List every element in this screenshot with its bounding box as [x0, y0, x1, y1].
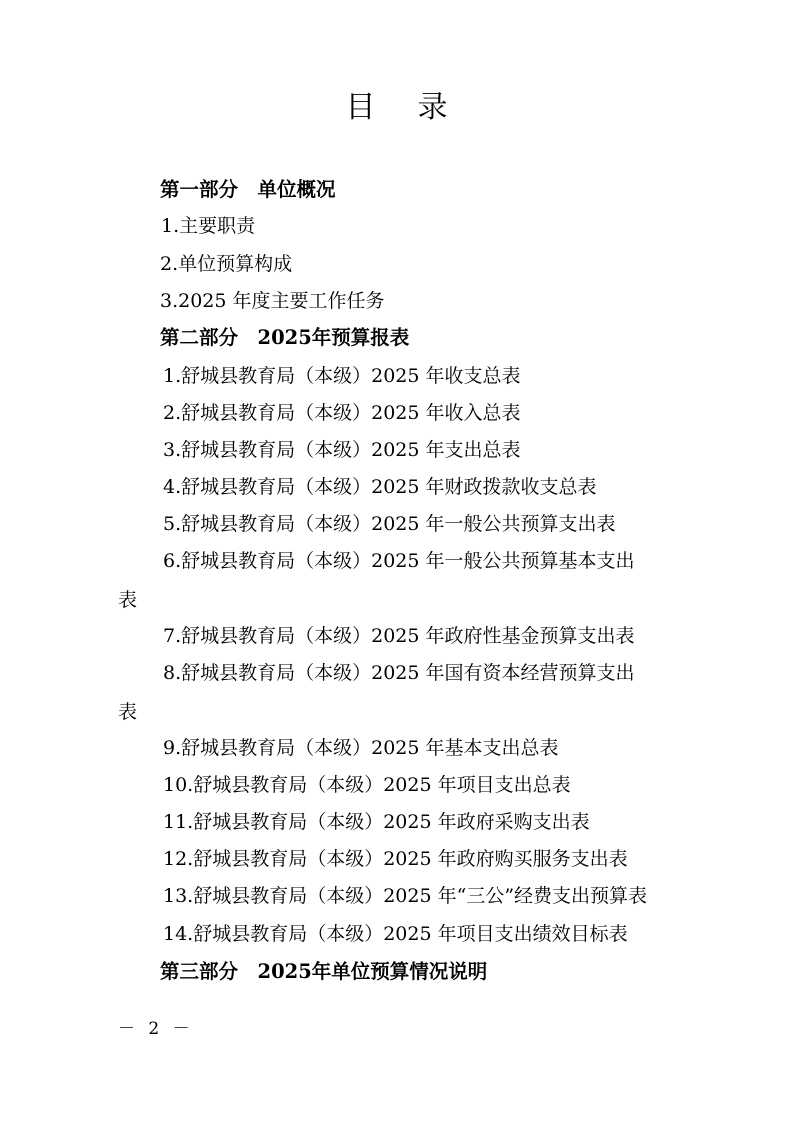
toc-item: 13.舒城县教育局（本级）2025 年“三公”经费支出预算表 [163, 885, 648, 907]
toc-item: 3.2025 年度主要工作任务 [160, 290, 385, 312]
toc-item: 14.舒城县教育局（本级）2025 年项目支出绩效目标表 [163, 923, 628, 945]
section-heading-part1: 第一部分 单位概况 [160, 178, 336, 201]
toc-item-continuation: 表 [118, 589, 138, 611]
section-heading-part2: 第二部分 2025年预算报表 [160, 326, 410, 349]
toc-item: 3.舒城县教育局（本级）2025 年支出总表 [163, 439, 521, 461]
toc-item: 7.舒城县教育局（本级）2025 年政府性基金预算支出表 [163, 625, 635, 647]
toc-item: 11.舒城县教育局（本级）2025 年政府采购支出表 [163, 811, 590, 833]
toc-item: 12.舒城县教育局（本级）2025 年政府购买服务支出表 [163, 848, 628, 870]
section-heading-part3: 第三部分 2025年单位预算情况说明 [160, 960, 488, 983]
toc-item: 2.单位预算构成 [160, 253, 293, 275]
toc-item: 2.舒城县教育局（本级）2025 年收入总表 [163, 402, 521, 424]
page-number: － 2 － [118, 1019, 194, 1039]
toc-item: 6.舒城县教育局（本级）2025 年一般公共预算基本支出 [163, 550, 635, 572]
toc-item-continuation: 表 [118, 701, 138, 723]
page-title: 目录 [345, 90, 490, 125]
toc-item: 4.舒城县教育局（本级）2025 年财政拨款收支总表 [163, 476, 597, 498]
toc-item: 5.舒城县教育局（本级）2025 年一般公共预算支出表 [163, 513, 616, 535]
toc-item: 10.舒城县教育局（本级）2025 年项目支出总表 [163, 774, 571, 796]
toc-item: 9.舒城县教育局（本级）2025 年基本支出总表 [163, 737, 559, 759]
toc-item: 8.舒城县教育局（本级）2025 年国有资本经营预算支出 [163, 662, 635, 684]
toc-item: 1.舒城县教育局（本级）2025 年收支总表 [163, 365, 521, 387]
toc-item: 1.主要职责 [161, 215, 256, 237]
